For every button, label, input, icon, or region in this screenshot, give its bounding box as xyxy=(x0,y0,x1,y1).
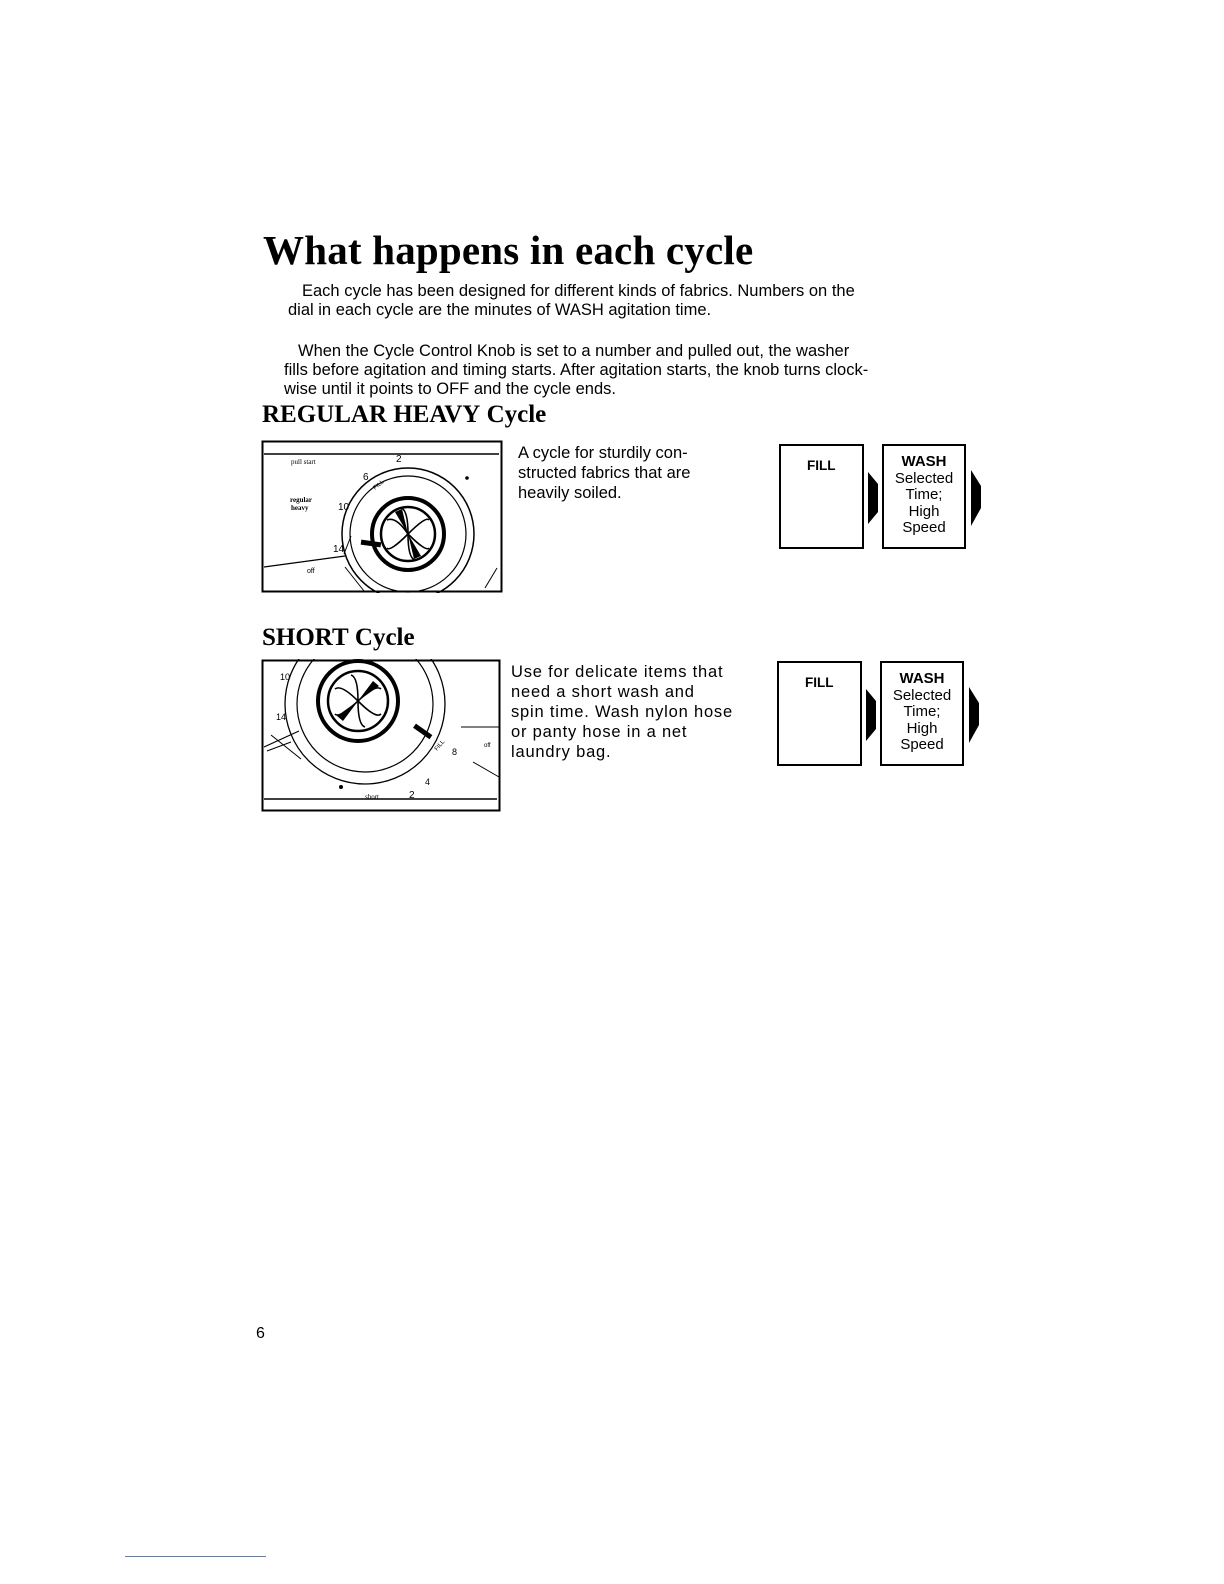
dial-label-off: off xyxy=(307,568,315,575)
description-line: A cycle for sturdily con- xyxy=(518,444,688,462)
description-line: structed fabrics that are xyxy=(518,464,691,482)
wash-step-line: High xyxy=(906,719,938,737)
dial-label-fill: FILL xyxy=(433,739,447,753)
wash-step-line: Selected xyxy=(894,469,954,487)
dial-label-14: 14 xyxy=(276,712,287,722)
short-description xyxy=(511,662,733,762)
short-cycle-flow xyxy=(774,661,984,767)
knob-note-line: fills before agitation and timing starts. After agitation starts, the knob turns clock- xyxy=(284,361,869,379)
description-line: Use for delicate items that xyxy=(511,663,724,681)
wash-step-line: High xyxy=(908,502,940,520)
dial-label-8: 8 xyxy=(452,747,458,757)
wash-step-text xyxy=(882,671,962,754)
wash-step-line: Time; xyxy=(905,486,943,503)
dial-label-fill: FILL xyxy=(372,479,386,492)
intro-line: Each cycle has been designed for different kinds of fabrics. Numbers on the xyxy=(302,282,855,300)
footer-divider xyxy=(125,1556,266,1557)
knob-note-paragraph xyxy=(284,342,868,399)
dial-label-2: 2 xyxy=(396,454,402,465)
arrow-right-icon xyxy=(969,468,983,528)
fill-step-label: FILL xyxy=(807,458,836,473)
wash-step-box xyxy=(880,661,964,766)
regular-heavy-heading-rest: Cycle xyxy=(480,401,547,428)
wash-step-line: Time; xyxy=(903,703,941,720)
dial-label-10: 10 xyxy=(280,672,291,682)
page-title: What happens in each cycle xyxy=(263,227,754,273)
wash-step-box xyxy=(882,444,966,549)
arrow-right-icon xyxy=(864,687,878,743)
dial-label-off: off xyxy=(484,743,491,749)
regular-heavy-cycle-flow xyxy=(776,444,986,550)
arrow-right-icon xyxy=(866,470,880,526)
regular-heavy-dial-illustration xyxy=(261,440,503,593)
wash-step-line: WASH xyxy=(901,453,947,470)
dial-label-4: 4 xyxy=(425,777,431,787)
knob-note-line: When the Cycle Control Knob is set to a number and pulled out, the washer xyxy=(298,342,850,360)
wash-step-line: Selected xyxy=(892,686,952,704)
dial-label-pull-start: pull start xyxy=(291,458,316,466)
regular-heavy-heading-caps: REGULAR HEAVY xyxy=(262,401,481,428)
short-heading-caps: SHORT xyxy=(262,624,349,651)
description-line: spin time. Wash nylon hose xyxy=(511,703,733,721)
wash-step-line: WASH xyxy=(899,670,945,687)
dial-label-heavy: heavy xyxy=(291,504,309,512)
short-heading xyxy=(262,624,415,652)
short-heading-rest: Cycle xyxy=(348,624,415,651)
dial-label-14: 14 xyxy=(333,544,345,555)
arrow-right-icon xyxy=(967,685,981,745)
short-dial-illustration xyxy=(261,659,502,812)
intro-line: dial in each cycle are the minutes of WASH agitation time. xyxy=(288,301,712,319)
wash-step-line: Speed xyxy=(900,736,944,753)
description-line: need a short wash and xyxy=(511,683,695,701)
wash-step-text xyxy=(884,454,964,537)
description-line: heavily soiled. xyxy=(518,484,622,502)
fill-step-label: FILL xyxy=(805,675,834,690)
dial-label-10: 10 xyxy=(338,502,350,513)
wash-step-line: Speed xyxy=(902,519,946,536)
intro-paragraph xyxy=(288,282,855,320)
regular-heavy-heading xyxy=(262,401,546,429)
description-line: or panty hose in a net xyxy=(511,723,688,741)
page-number: 6 xyxy=(256,1325,265,1342)
dial-label-short: short xyxy=(365,793,379,801)
description-line: laundry bag. xyxy=(511,743,612,761)
dial-label-2: 2 xyxy=(409,790,415,801)
dial-label-6: 6 xyxy=(363,472,369,483)
dial-label-regular: regular xyxy=(290,496,313,504)
fill-step-box xyxy=(777,661,862,766)
fill-step-box xyxy=(779,444,864,549)
knob-note-line: wise until it points to OFF and the cycle ends. xyxy=(284,380,616,398)
regular-heavy-description xyxy=(518,443,690,503)
